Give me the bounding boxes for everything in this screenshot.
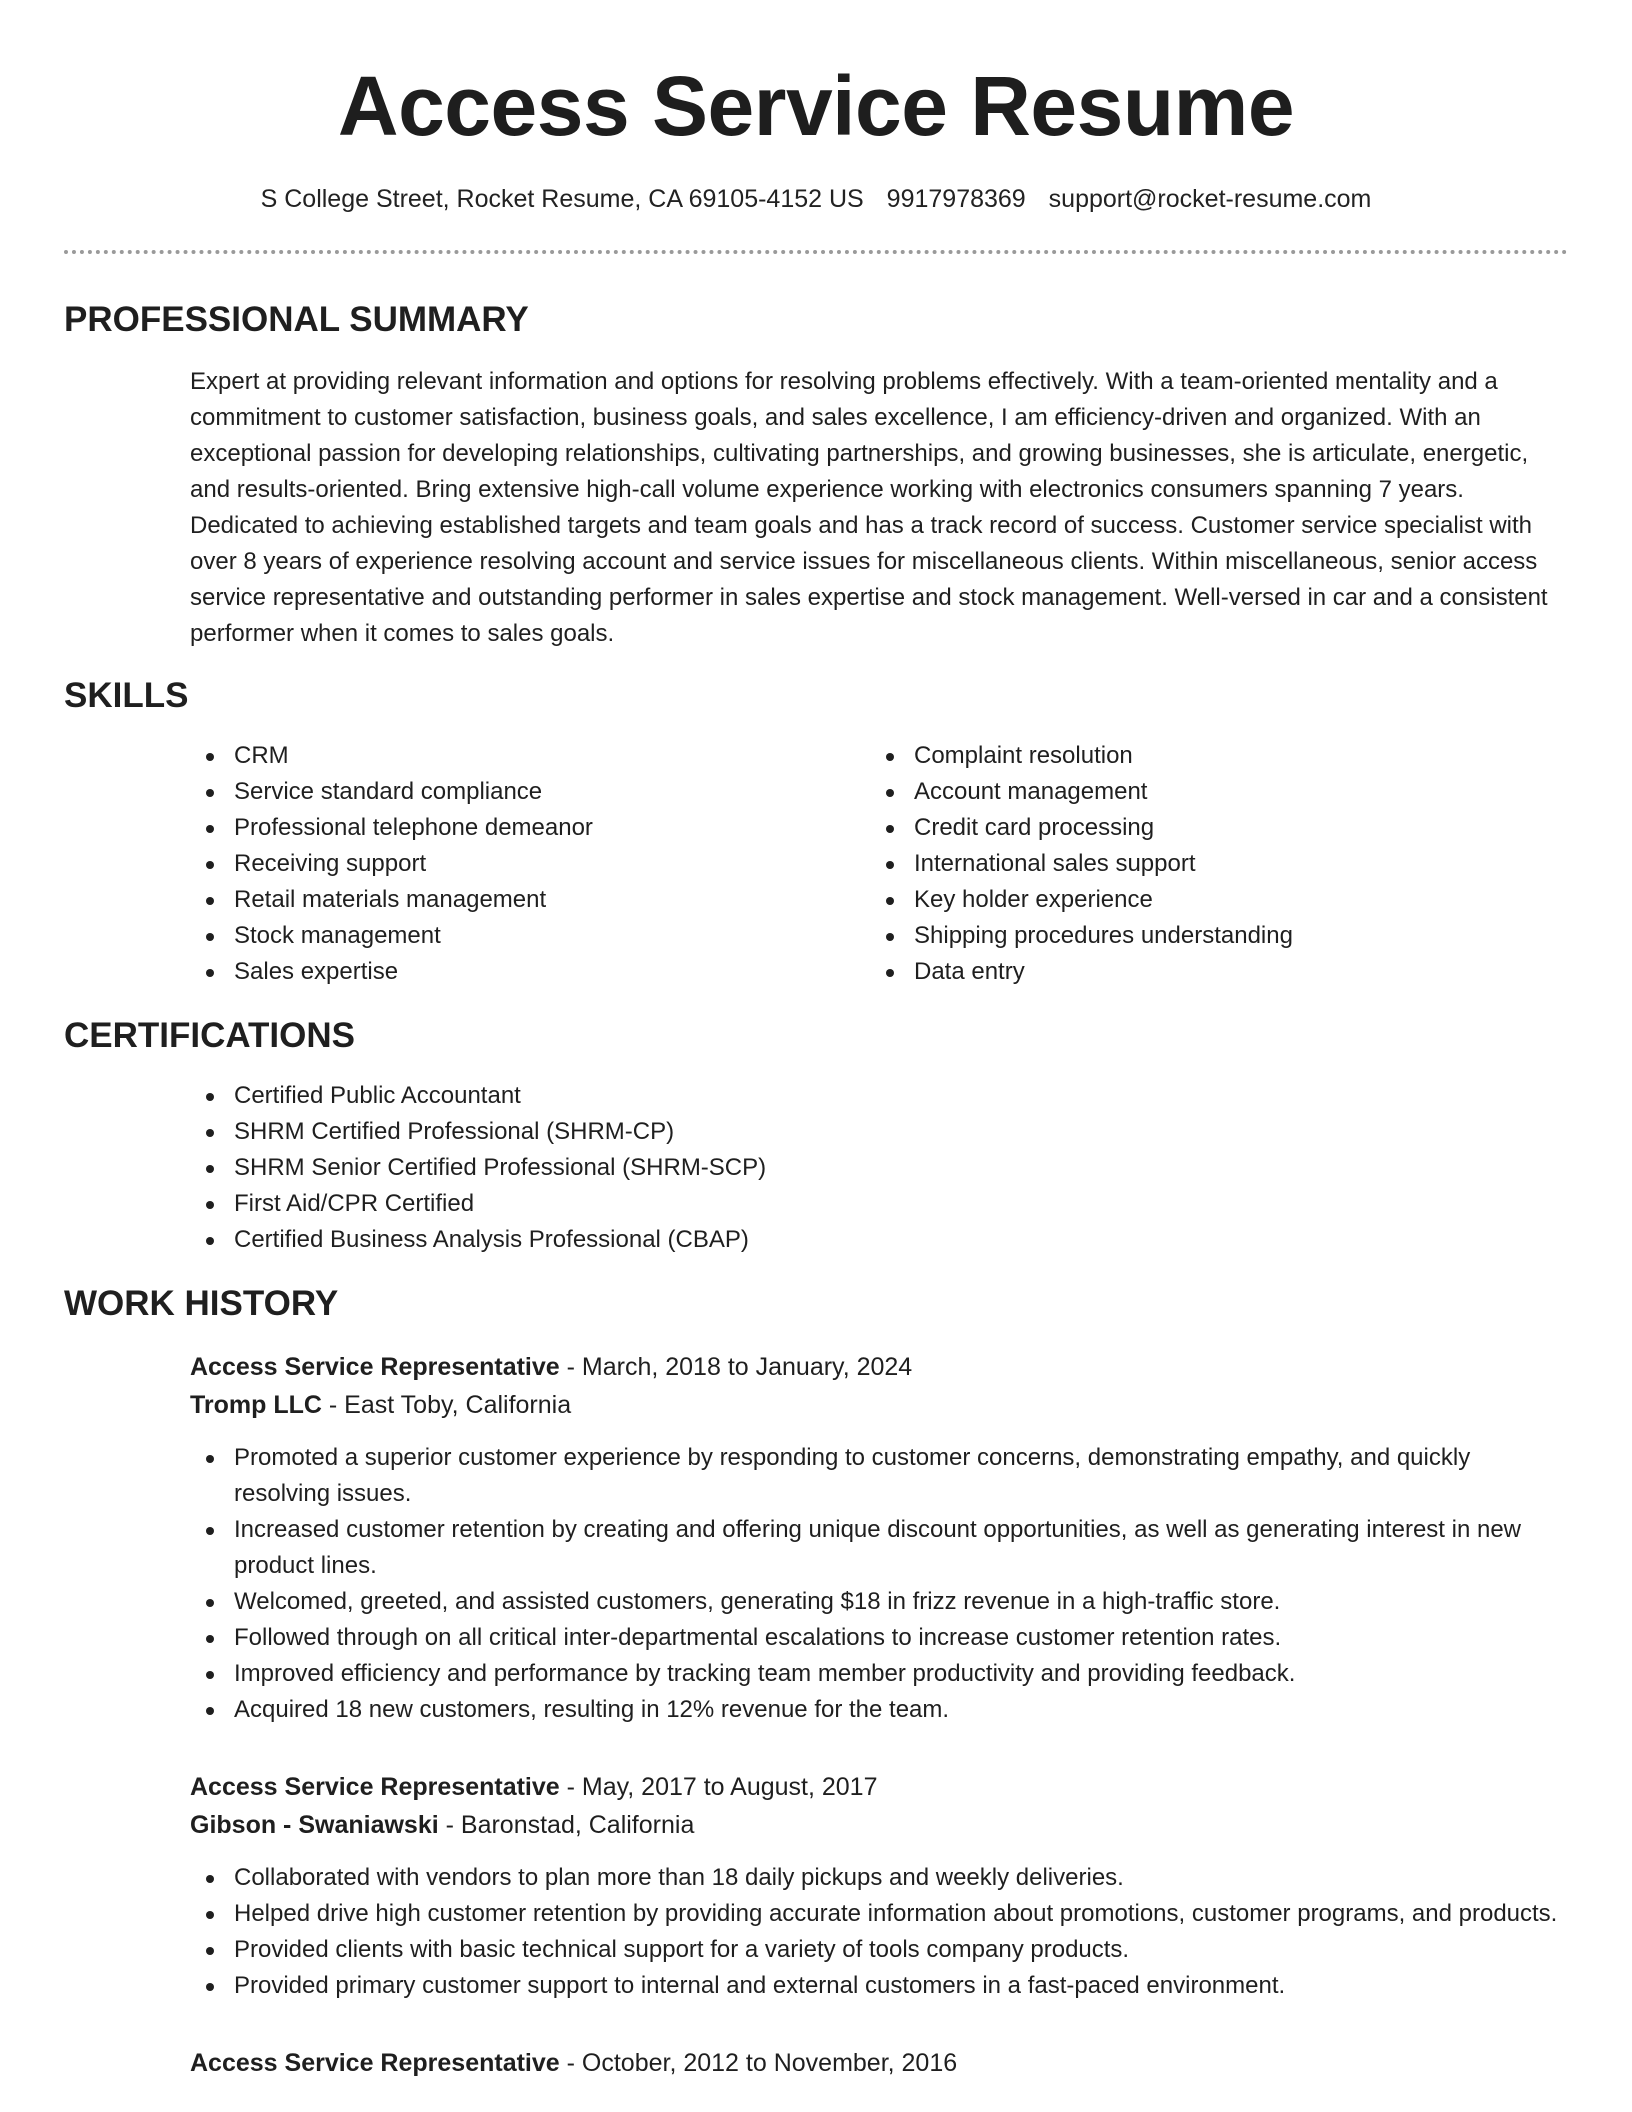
skill-item: Professional telephone demeanor <box>190 810 870 846</box>
job-bullet: Collaborated with vendors to plan more than 18 daily pickups and weekly deliveries. <box>190 1860 1568 1896</box>
skill-item: CRM <box>190 738 870 774</box>
skill-item: Shipping procedures understanding <box>870 918 1550 954</box>
job-entry <box>190 1348 1568 1728</box>
job-bullet-list <box>190 1860 1568 2004</box>
job-bullet: Welcomed, greeted, and assisted customers, generating $18 in frizz revenue in a high-traffic store. <box>190 1584 1568 1620</box>
job-title-line <box>190 1348 1568 1386</box>
job-dates: - October, 2012 to November, 2016 <box>559 2049 958 2077</box>
job-bullet: Increased customer retention by creating and offering unique discount opportunities, as well as generating interest in new product lines. <box>190 1512 1568 1584</box>
job-bullet: Provided clients with basic technical support for a variety of tools company products. <box>190 1932 1568 1968</box>
contact-email: support@rocket-resume.com <box>1048 185 1372 213</box>
skill-item: Data entry <box>870 954 1550 990</box>
job-bullet: Provided primary customer support to internal and external customers in a fast-paced environment. <box>190 1968 1568 2004</box>
job-role: Access Service Representative <box>190 1773 560 1801</box>
skills-columns <box>190 738 1568 990</box>
job-role: Access Service Representative <box>190 1353 560 1381</box>
job-company-line <box>190 1806 1568 1844</box>
job-dates: - May, 2017 to August, 2017 <box>559 1773 878 1801</box>
skill-item: Stock management <box>190 918 870 954</box>
skill-item: Sales expertise <box>190 954 870 990</box>
work-history-section <box>64 1282 1568 2082</box>
certifications-list <box>190 1078 1568 1258</box>
job-bullet: Improved efficiency and performance by tracking team member productivity and providing feedback. <box>190 1656 1568 1692</box>
contact-phone: 9917978369 <box>886 185 1026 213</box>
job-dates: - March, 2018 to January, 2024 <box>559 1353 913 1381</box>
skill-item: Credit card processing <box>870 810 1550 846</box>
job-bullet: Followed through on all critical inter-departmental escalations to increase customer retention rates. <box>190 1620 1568 1656</box>
skill-item: International sales support <box>870 846 1550 882</box>
job-company-line <box>190 1386 1568 1424</box>
contact-address: S College Street, Rocket Resume, CA 69105-4152 US <box>260 185 864 213</box>
job-bullet: Helped drive high customer retention by providing accurate information about promotions, customer programs, and products. <box>190 1896 1568 1932</box>
job-title-line <box>190 1768 1568 1806</box>
job-location: - East Toby, California <box>321 1391 572 1419</box>
skills-heading: SKILLS <box>64 676 189 715</box>
skill-item: Complaint resolution <box>870 738 1550 774</box>
job-bullet: Promoted a superior customer experience by responding to customer concerns, demonstrating empathy, and quickly resolving issues. <box>190 1440 1568 1512</box>
certification-item: Certified Business Analysis Professional (CBAP) <box>190 1222 1568 1258</box>
job-bullet: Acquired 18 new customers, resulting in 12% revenue for the team. <box>190 1692 1568 1728</box>
skill-item: Receiving support <box>190 846 870 882</box>
skills-list-right <box>870 738 1550 990</box>
summary-section <box>64 298 1568 652</box>
work-history-heading: WORK HISTORY <box>64 1284 339 1323</box>
certification-item: Certified Public Accountant <box>190 1078 1568 1114</box>
job-location: - Baronstad, California <box>438 1811 695 1839</box>
job-company: Gibson - Swaniawski <box>190 1811 439 1839</box>
certification-item: SHRM Certified Professional (SHRM-CP) <box>190 1114 1568 1150</box>
certifications-heading: CERTIFICATIONS <box>64 1016 356 1055</box>
job-bullet-list <box>190 1440 1568 1728</box>
contact-line <box>64 182 1568 216</box>
job-role: Access Service Representative <box>190 2049 560 2077</box>
certification-item: SHRM Senior Certified Professional (SHRM-SCP) <box>190 1150 1568 1186</box>
summary-heading: PROFESSIONAL SUMMARY <box>64 300 529 339</box>
header-divider <box>64 250 1568 254</box>
summary-text: Expert at providing relevant information and options for resolving problems effectively. With a team-oriented mentality and a commitment to customer satisfaction, business goals, and sales excellence, I am efficiency-driven and organized. With an exceptional passion for developing relationships, cultivating partnerships, and growing businesses, she is articulate, energetic, and results-oriented. Bring extensive high-call volume experience working with electronics consumers spanning 7 years. Dedicated to achieving established targets and team goals and has a track record of success. Customer service specialist with over 8 years of experience resolving account and service issues for miscellaneous clients. Within miscellaneous, senior access service representative and outstanding performer in sales expertise and stock management. Well-versed in car and a consistent performer when it comes to sales goals. <box>190 368 1548 647</box>
skill-item: Service standard compliance <box>190 774 870 810</box>
skills-section <box>64 674 1568 990</box>
job-entry <box>190 2044 1568 2082</box>
job-entry <box>190 1768 1568 2004</box>
skill-item: Account management <box>870 774 1550 810</box>
skills-list-left <box>190 738 870 990</box>
job-company: Tromp LLC <box>190 1391 322 1419</box>
certification-item: First Aid/CPR Certified <box>190 1186 1568 1222</box>
skill-item: Key holder experience <box>870 882 1550 918</box>
skill-item: Retail materials management <box>190 882 870 918</box>
certifications-section <box>64 1014 1568 1258</box>
resume-title: Access Service Resume <box>337 59 1295 153</box>
job-title-line <box>190 2044 1568 2082</box>
